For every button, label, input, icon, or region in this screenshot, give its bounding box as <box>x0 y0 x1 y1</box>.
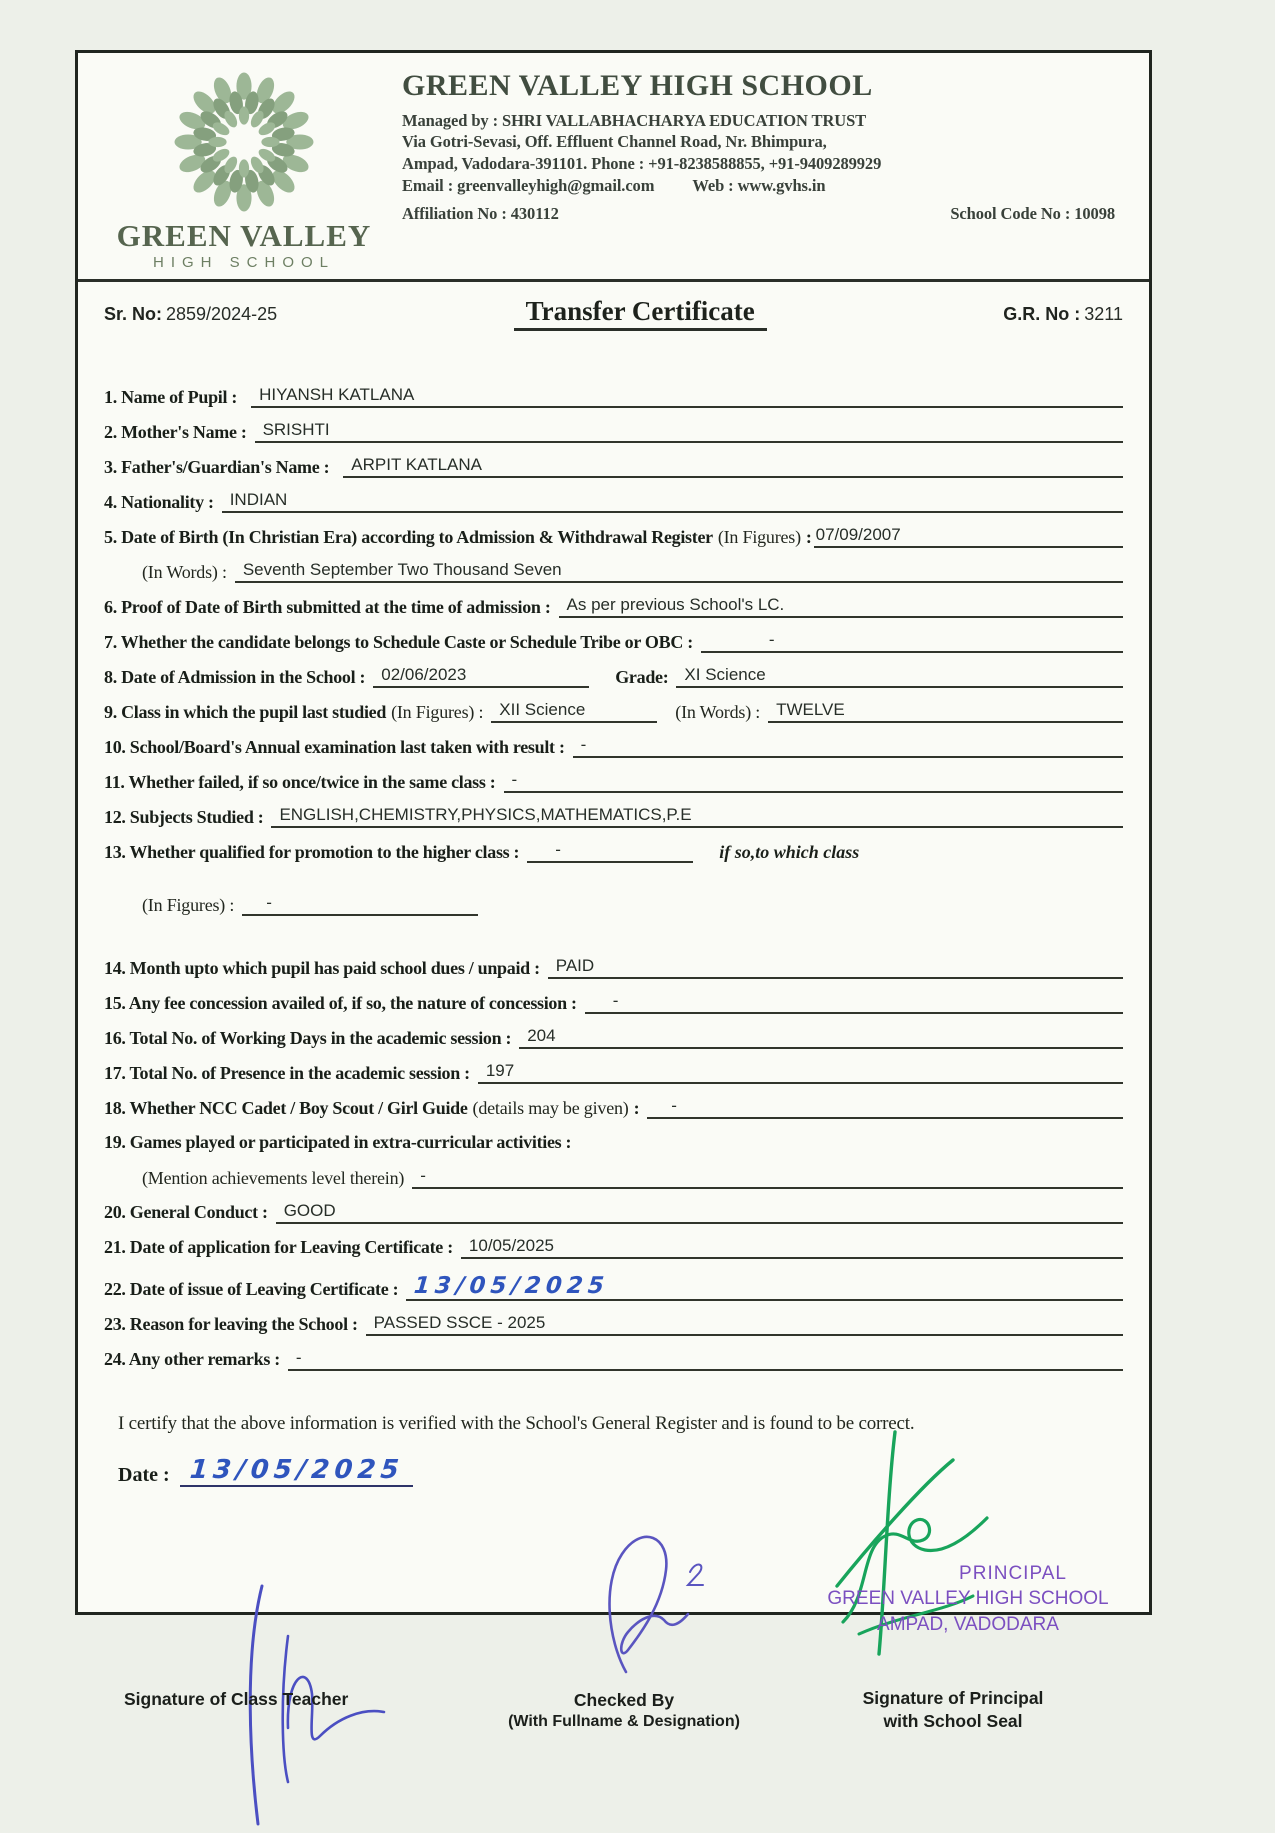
field-line: - <box>647 1096 1123 1119</box>
gr-number: G.R. No : 3211 <box>1003 304 1123 324</box>
field-row-5b: (In Words) : Seventh September Two Thousand Seven <box>104 560 1123 583</box>
field-row-24: 24. Any other remarks : - <box>104 1348 1123 1371</box>
field-row-19b: (Mention achievements level therein) - <box>104 1166 1123 1189</box>
address-line-1: Via Gotri-Sevasi, Off. Effluent Channel Road, Nr. Bhimpura, <box>402 132 827 152</box>
serial-number: Sr. No: 2859/2024-25 <box>104 304 278 324</box>
field-row-9: 9. Class in which the pupil last studied (In Figures) : XII Science (In Words) : TWELVE <box>104 700 1123 723</box>
transfer-certificate-document <box>75 50 1152 1731</box>
field-line: - <box>585 991 1123 1014</box>
field-line: 197 <box>478 1061 1123 1084</box>
field-line: - <box>527 840 693 863</box>
field-line: ENGLISH,CHEMISTRY,PHYSICS,MATHEMATICS,P.E <box>271 805 1123 828</box>
field-row-17: 17. Total No. of Presence in the academic session : 197 <box>104 1061 1123 1084</box>
field-row-8: 8. Date of Admission in the School : 02/06/2023 Grade: XI Science <box>104 665 1123 688</box>
field-row-11: 11. Whether failed, if so once/twice in the same class : - <box>104 770 1123 793</box>
field-row-13b: (In Figures) : - <box>104 893 1123 916</box>
field-line: 204 <box>519 1026 1123 1049</box>
field-line: As per previous School's LC. <box>559 595 1123 618</box>
field-row-16: 16. Total No. of Working Days in the academic session : 204 <box>104 1026 1123 1049</box>
field-line <box>406 1272 1123 1301</box>
field-line: PAID <box>548 956 1123 979</box>
field-row-6: 6. Proof of Date of Birth submitted at the time of admission : As per previous School's LC. <box>104 595 1123 618</box>
certification-statement: I certify that the above information is verified with the School's General Register and is found to be correct. <box>118 1412 915 1434</box>
field-row-4: 4. Nationality : INDIAN <box>104 490 1123 513</box>
school-logo-icon <box>165 200 323 217</box>
managed-by: Managed by : SHRI VALLABHACHARYA EDUCATION TRUST <box>402 110 867 130</box>
field-line: HIYANSH KATLANA <box>251 385 1123 408</box>
field-line: XII Science <box>491 700 657 723</box>
field-row-7: 7. Whether the candidate belongs to Schedule Caste or Schedule Tribe or OBC : - <box>104 630 1123 653</box>
field-line: PASSED SSCE - 2025 <box>366 1313 1123 1336</box>
affiliation-no: Affiliation No : 430112 <box>402 203 559 223</box>
school-code-no: School Code No : 10098 <box>950 203 1115 223</box>
field-line: - <box>573 735 1123 758</box>
field-line: - <box>701 630 1123 653</box>
field-row-19: 19. Games played or participated in extra-curricular activities : <box>104 1132 572 1152</box>
issue-date-row: Date : 13/05/2025 <box>104 1457 1123 1487</box>
address-line-2: Ampad, Vadodara-391101. Phone : +91-8238588855, +91-9409289929 <box>402 154 882 174</box>
school-logo <box>104 67 384 271</box>
field-line: - <box>242 893 478 916</box>
field-row-13: 13. Whether qualified for promotion to the higher class : - if so,to which class <box>104 840 860 862</box>
certificate-title: Transfer Certificate <box>277 296 1003 327</box>
field-line: 07/09/2007 <box>814 525 1123 548</box>
field-row-22: 22. Date of issue of Leaving Certificate : 13/05/2025 <box>104 1271 1123 1301</box>
principal-signature-label: Signature of Principal with School Seal <box>862 1688 1044 1731</box>
field-row-3: 3. Father's/Guardian's Name : ARPIT KATLANA <box>104 455 1123 478</box>
document-header <box>104 53 1123 271</box>
teacher-signature-label: Signature of Class Teacher <box>124 1688 349 1709</box>
fields-section <box>104 385 1123 1371</box>
field-line: INDIAN <box>222 490 1123 513</box>
field-row-18: 18. Whether NCC Cadet / Boy Scout / Girl Guide (details may be given) : - <box>104 1096 1123 1119</box>
field-row-1: 1. Name of Pupil : HIYANSH KATLANA <box>104 385 1123 408</box>
field-line: TWELVE <box>768 700 1123 723</box>
field-line: 02/06/2023 <box>373 665 589 688</box>
header-separator <box>78 279 1149 282</box>
field-line: ARPIT KATLANA <box>343 455 1123 478</box>
field-line: Seventh September Two Thousand Seven <box>235 560 1123 583</box>
field-line: 10/05/2025 <box>461 1236 1123 1259</box>
title-bar <box>104 296 1123 327</box>
field-row-10: 10. School/Board's Annual examination last taken with result : - <box>104 735 1123 758</box>
field-row-14: 14. Month upto which pupil has paid school dues / unpaid : PAID <box>104 956 1123 979</box>
handwritten-issue-date: 13/05/2025 <box>413 1272 611 1299</box>
school-info <box>384 67 1123 224</box>
field-line: - <box>288 1348 1123 1371</box>
web-line: Web : www.gvhs.in <box>692 175 826 195</box>
field-row-12: 12. Subjects Studied : ENGLISH,CHEMISTRY,PHYSICS,MATHEMATICS,P.E <box>104 805 1123 828</box>
logo-subtitle: HIGH SCHOOL <box>152 254 335 271</box>
field-row-5: 5. Date of Birth (In Christian Era) according to Admission & Withdrawal Register (In Figures) : 07/09/2007 <box>104 525 1123 548</box>
checked-by-signature <box>564 1528 714 1683</box>
field-row-15: 15. Any fee concession availed of, if so, the nature of concession : - <box>104 991 1123 1014</box>
checked-by-label: Checked By (With Fullname & Designation) <box>508 1689 740 1730</box>
school-name: GREEN VALLEY HIGH SCHOOL <box>402 69 873 102</box>
principal-stamp: PRINCIPAL GREEN VALLEY HIGH SCHOOL AMPAD, VADODARA <box>827 1562 1109 1635</box>
field-line: XI Science <box>676 665 1123 688</box>
email-line: Email : greenvalleyhigh@gmail.com <box>402 175 655 195</box>
field-line: SRISHTI <box>255 420 1123 443</box>
field-row-23: 23. Reason for leaving the School : PASSED SSCE - 2025 <box>104 1313 1123 1336</box>
handwritten-date: 13/05/2025 <box>180 1457 414 1487</box>
signature-section <box>104 1493 1123 1793</box>
field-row-20: 20. General Conduct : GOOD <box>104 1201 1123 1224</box>
logo-wordmark: GREEN VALLEY <box>116 218 372 253</box>
field-line: - <box>504 770 1124 793</box>
field-row-21: 21. Date of application for Leaving Certificate : 10/05/2025 <box>104 1236 1123 1259</box>
field-row-2: 2. Mother's Name : SRISHTI <box>104 420 1123 443</box>
field-line: - <box>412 1166 1123 1189</box>
field-line: GOOD <box>276 1201 1123 1224</box>
